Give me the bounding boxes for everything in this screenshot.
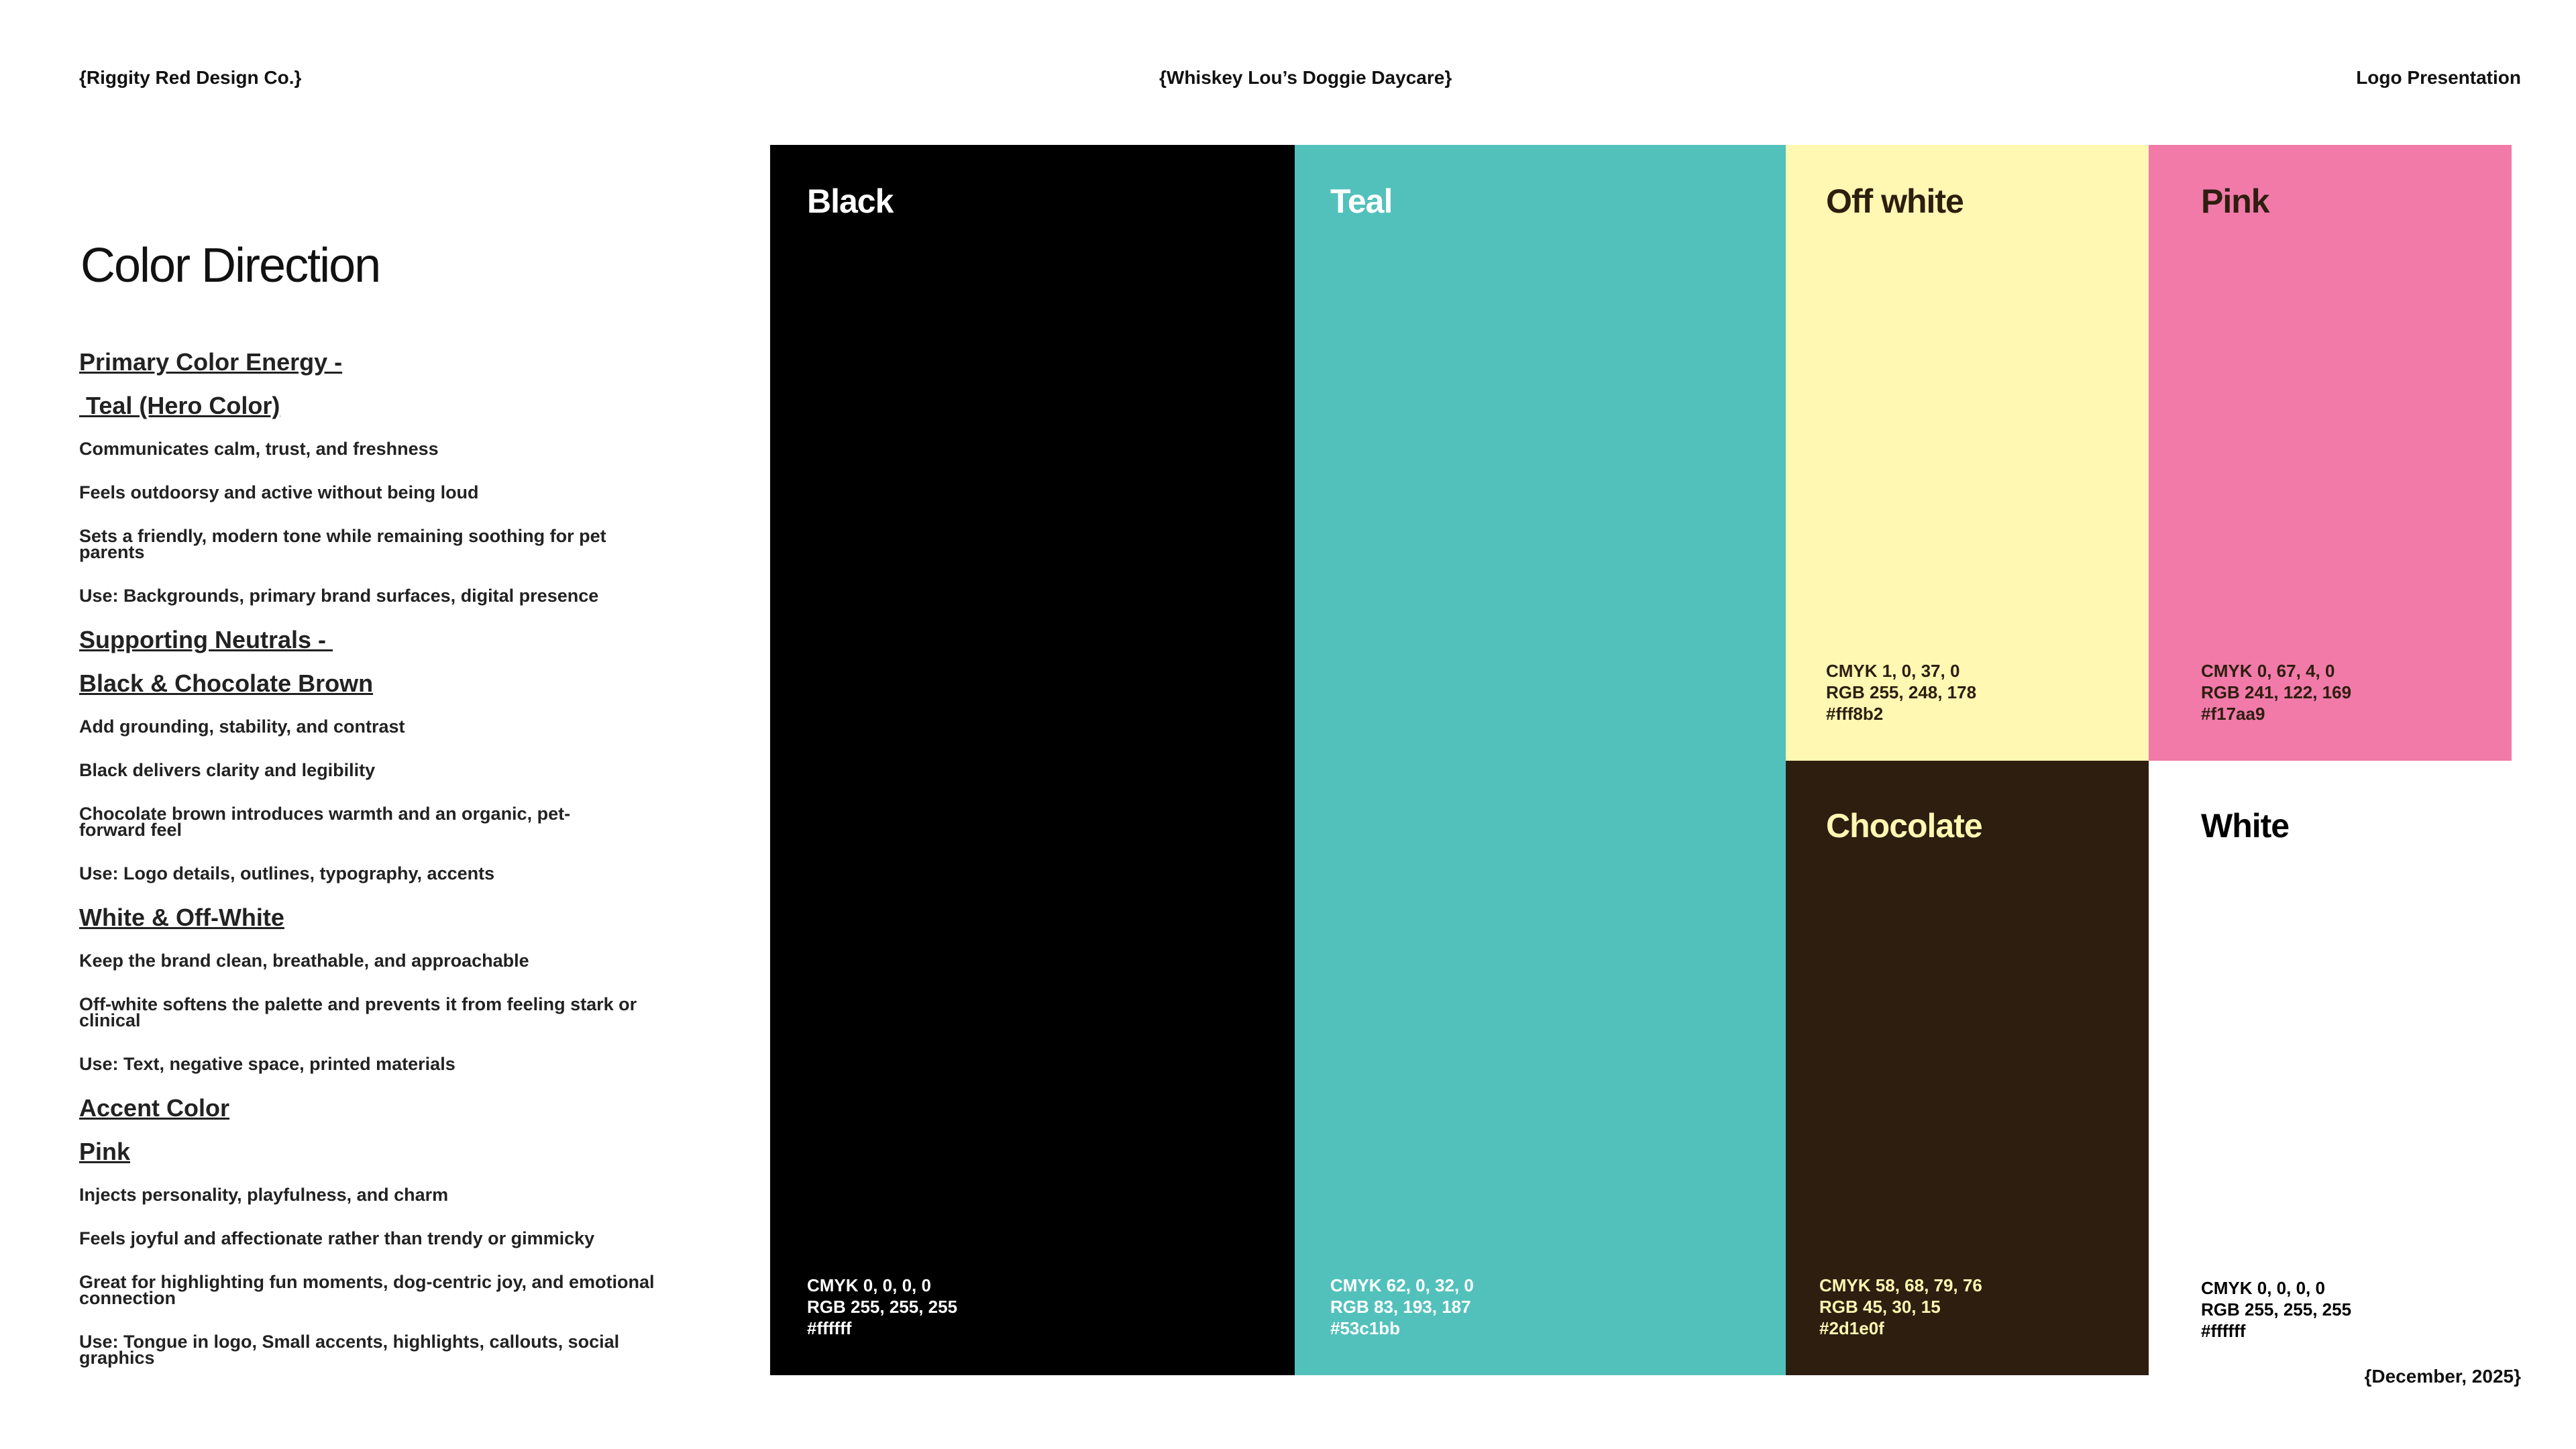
section-line: Communicates calm, trust, and freshness — [79, 439, 439, 459]
swatch-rgb: RGB 255, 255, 255 — [2201, 1299, 2352, 1320]
swatch-hex: #ffffff — [807, 1318, 852, 1338]
swatch-codes — [807, 1275, 957, 1339]
section-line: Add grounding, stability, and contrast — [79, 716, 405, 737]
swatch-rgb: RGB 83, 193, 187 — [1330, 1297, 1471, 1317]
section-accent-color — [79, 1086, 669, 1380]
section-line: Feels outdoorsy and active without being loud — [79, 482, 479, 502]
section-line: Chocolate brown introduces warmth and an organic, pet-forward feel — [79, 804, 571, 840]
swatch-name: Teal — [1330, 182, 1393, 220]
section-subheading: Teal (Hero Color) — [79, 392, 280, 419]
swatch-chocolate — [1786, 761, 2149, 1375]
color-direction-text — [79, 238, 669, 1380]
swatch-name: Black — [807, 182, 894, 220]
section-white-offwhite — [79, 896, 669, 1086]
section-line: Injects personality, playfulness, and charm — [79, 1185, 449, 1205]
section-supporting-neutrals — [79, 618, 669, 896]
swatch-pink — [2149, 145, 2512, 761]
swatch-hex: #53c1bb — [1330, 1318, 1401, 1338]
footer-date: {December, 2025} — [2364, 1366, 2521, 1387]
section-line: Sets a friendly, modern tone while remaining soothing for pet parents — [79, 526, 606, 562]
swatch-hex: #fff8b2 — [1826, 704, 1884, 724]
header-studio-name: {Riggity Red Design Co.} — [79, 67, 302, 88]
swatch-name: Pink — [2201, 182, 2269, 220]
swatch-teal — [1295, 145, 1786, 1375]
section-line: Feels joyful and affectionate rather than trendy or gimmicky — [79, 1228, 595, 1248]
swatch-name: Chocolate — [1826, 807, 1982, 845]
swatch-hex: #f17aa9 — [2201, 704, 2265, 724]
swatch-rgb: RGB 255, 248, 178 — [1826, 682, 1977, 702]
section-line: Keep the brand clean, breathable, and approachable — [79, 951, 529, 971]
swatch-rgb: RGB 45, 30, 15 — [1819, 1297, 1941, 1317]
swatch-rgb: RGB 255, 255, 255 — [807, 1297, 958, 1317]
swatch-black — [770, 145, 1295, 1375]
swatch-codes — [2201, 660, 2351, 724]
swatch-offwhite — [1786, 145, 2149, 761]
section-line: Off-white softens the palette and prevents it from feeling stark or clinical — [79, 994, 637, 1030]
swatch-codes — [2201, 1277, 2351, 1342]
section-heading: Supporting Neutrals - — [79, 626, 333, 653]
header-presentation-title: Logo Presentation — [2356, 67, 2521, 88]
swatch-name: White — [2201, 807, 2290, 845]
swatch-cmyk: CMYK 0, 0, 0, 0 — [807, 1275, 931, 1295]
page-title: Color Direction — [80, 239, 380, 292]
section-line: Great for highlighting fun moments, dog-centric joy, and emotional connection — [79, 1272, 655, 1308]
swatch-white — [2149, 761, 2512, 1375]
section-heading: Primary Color Energy - — [79, 348, 343, 376]
header-client-name: {Whiskey Lou’s Doggie Daycare} — [1159, 67, 1452, 88]
section-heading: White & Off-White — [79, 904, 284, 931]
swatch-cmyk: CMYK 0, 67, 4, 0 — [2201, 661, 2335, 681]
swatch-name: Off white — [1826, 182, 1964, 220]
swatch-hex: #2d1e0f — [1819, 1318, 1884, 1338]
swatch-cmyk: CMYK 62, 0, 32, 0 — [1330, 1275, 1474, 1295]
section-subheading: Pink — [79, 1138, 131, 1165]
swatch-codes — [1826, 660, 1976, 724]
swatch-cmyk: CMYK 58, 68, 79, 76 — [1819, 1275, 1982, 1295]
swatch-rgb: RGB 241, 122, 169 — [2201, 682, 2352, 702]
section-line: Use: Text, negative space, printed materials — [79, 1054, 455, 1074]
section-line: Use: Logo details, outlines, typography, accents — [79, 863, 495, 883]
swatch-codes — [1330, 1275, 1474, 1339]
swatch-cmyk: CMYK 0, 0, 0, 0 — [2201, 1278, 2325, 1298]
swatch-codes — [1819, 1275, 1982, 1339]
section-subheading: Black & Chocolate Brown — [79, 669, 374, 697]
section-primary-color — [79, 340, 669, 618]
section-line: Use: Backgrounds, primary brand surfaces, digital presence — [79, 586, 599, 606]
swatch-cmyk: CMYK 1, 0, 37, 0 — [1826, 661, 1960, 681]
section-heading: Accent Color — [79, 1094, 230, 1122]
section-line: Black delivers clarity and legibility — [79, 760, 376, 780]
swatch-hex: #ffffff — [2201, 1321, 2246, 1341]
section-line: Use: Tongue in logo, Small accents, highlights, callouts, social graphics — [79, 1332, 620, 1368]
